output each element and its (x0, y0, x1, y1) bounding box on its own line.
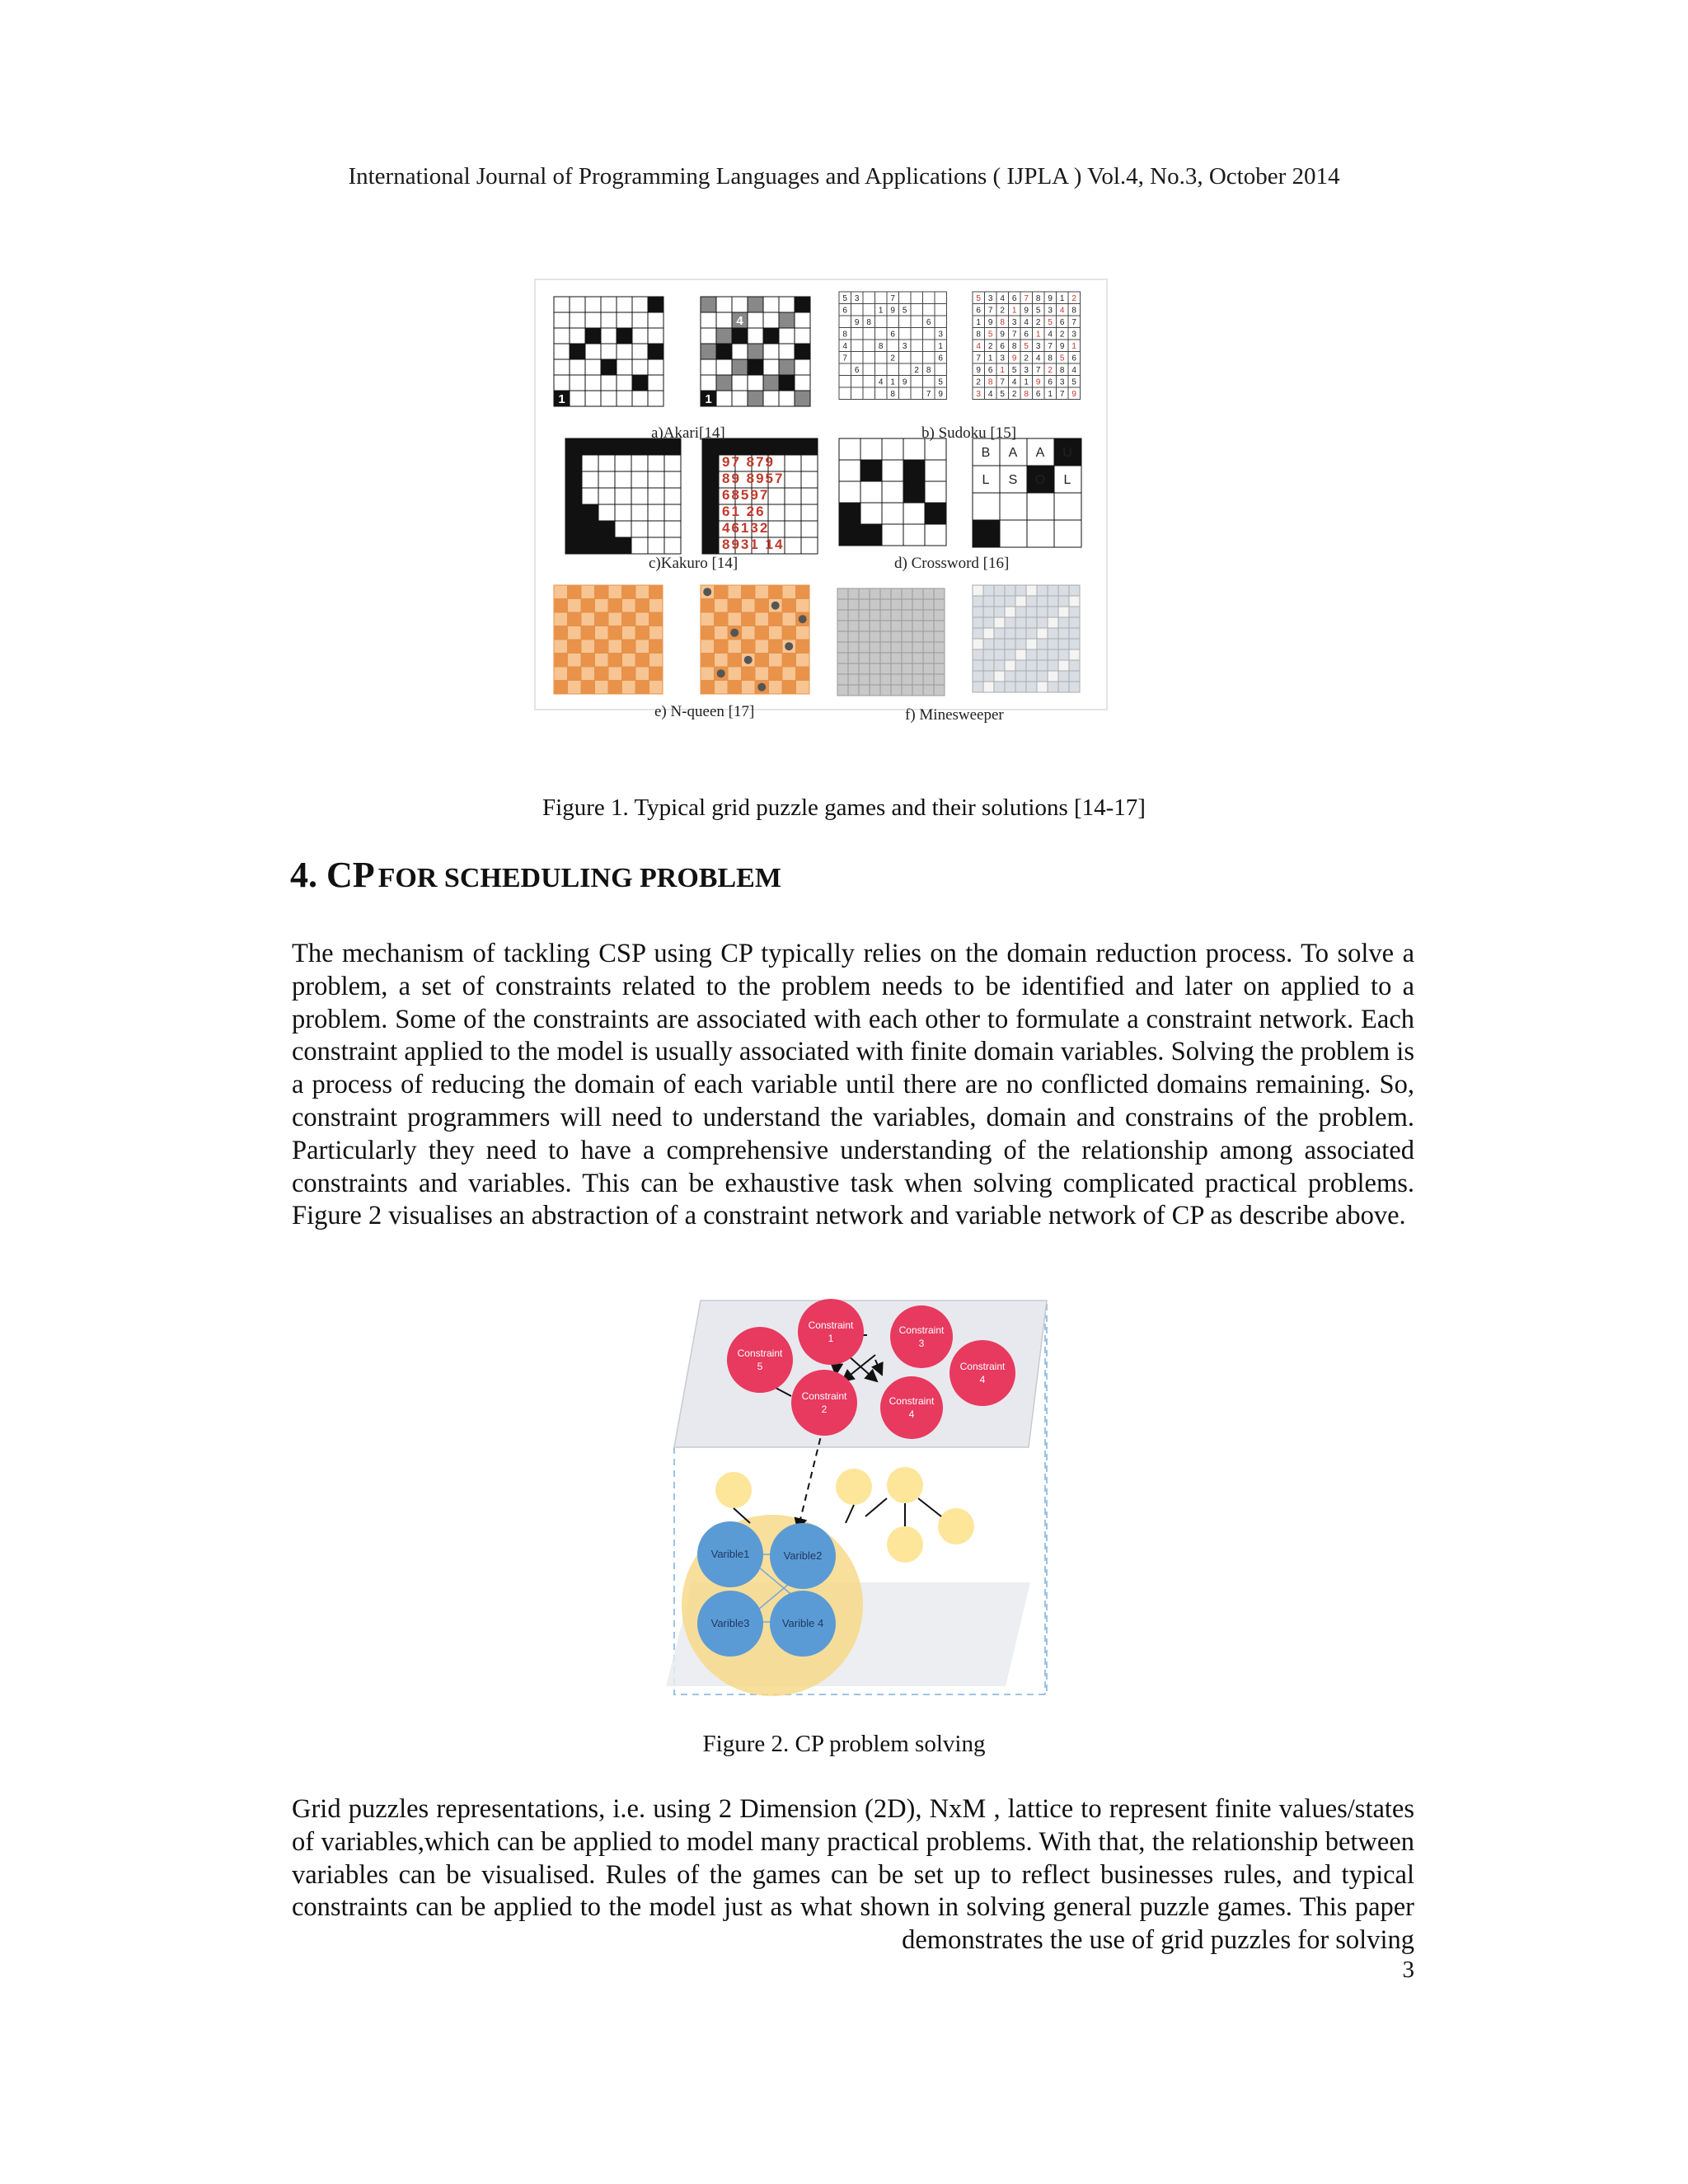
svg-text:4: 4 (908, 1408, 915, 1420)
svg-text:0: 0 (705, 330, 712, 344)
svg-text:1: 1 (1000, 366, 1005, 375)
sudoku-solution (973, 292, 1081, 400)
svg-text:3: 3 (918, 1338, 925, 1349)
svg-text:5: 5 (1035, 306, 1041, 316)
svg-text:8931 14: 8931 14 (722, 537, 785, 552)
panel-label-kakuro: c)Kakuro [14] (649, 555, 738, 572)
svg-text:8: 8 (926, 366, 931, 375)
svg-text:7: 7 (1048, 342, 1053, 351)
svg-text:1: 1 (736, 345, 743, 359)
svg-text:1: 1 (1048, 390, 1053, 399)
svg-text:2: 2 (1000, 306, 1005, 316)
kakuro-puzzle (565, 438, 681, 554)
svg-text:7: 7 (1000, 377, 1005, 387)
svg-text:8: 8 (1011, 342, 1017, 351)
svg-text:6: 6 (987, 366, 993, 375)
panel-label-crossword: d) Crossword [16] (894, 555, 1010, 572)
queen-piece (744, 656, 753, 664)
svg-text:B: B (981, 446, 991, 460)
svg-text:7: 7 (842, 354, 847, 363)
svg-text:6: 6 (1059, 318, 1065, 327)
svg-text:L: L (982, 473, 990, 487)
svg-text:1: 1 (1035, 330, 1041, 340)
svg-text:4: 4 (987, 390, 993, 399)
svg-text:A: A (1035, 446, 1045, 460)
svg-text:6: 6 (1048, 377, 1053, 387)
svg-text:5: 5 (1011, 366, 1017, 375)
svg-text:1: 1 (878, 306, 884, 316)
svg-text:4: 4 (1035, 354, 1041, 363)
svg-text:4: 4 (979, 1374, 986, 1385)
svg-text:S: S (1008, 473, 1018, 487)
svg-text:4: 4 (589, 314, 597, 328)
svg-text:5: 5 (976, 294, 981, 303)
svg-text:68597: 68597 (722, 487, 770, 503)
svg-text:6: 6 (938, 354, 943, 363)
svg-text:8: 8 (1024, 390, 1029, 399)
svg-text:Varible 4: Varible 4 (781, 1617, 824, 1629)
panel-label-minesweeper: f) Minesweeper (905, 706, 1004, 724)
constraint-circle-4-right (950, 1340, 1015, 1406)
svg-text:Varible3: Varible3 (710, 1617, 750, 1629)
svg-text:3: 3 (1059, 377, 1065, 387)
svg-text:4: 4 (1011, 377, 1017, 387)
svg-text:97 879: 97 879 (722, 454, 775, 470)
section-number: 4. CP (290, 855, 375, 895)
svg-text:3: 3 (938, 330, 943, 340)
kakuro-solution (702, 438, 818, 554)
svg-text:9: 9 (938, 390, 943, 399)
svg-text:Constraint: Constraint (808, 1319, 854, 1331)
svg-text:5: 5 (1024, 342, 1029, 351)
constraint-circle-3 (890, 1305, 953, 1368)
svg-text:7: 7 (976, 354, 981, 363)
svg-text:3: 3 (1024, 366, 1029, 375)
svg-text:1: 1 (987, 354, 993, 363)
svg-text:1: 1 (705, 392, 712, 406)
svg-text:1: 1 (752, 330, 759, 344)
variable-circle-1 (697, 1521, 763, 1587)
crossword-puzzle (839, 438, 946, 546)
svg-text:2: 2 (1071, 294, 1076, 303)
svg-text:Constraint: Constraint (737, 1347, 783, 1359)
svg-text:7: 7 (1059, 390, 1065, 399)
figure-1-caption: Figure 1. Typical grid puzzle games and their solutions [14-17] (542, 794, 1146, 821)
svg-text:U: U (1062, 446, 1072, 460)
panel-label-akari: a)Akari[14] (651, 424, 725, 442)
svg-text:A: A (1008, 446, 1018, 460)
svg-text:Constraint: Constraint (959, 1361, 1006, 1372)
queen-piece (730, 629, 738, 637)
minesweeper-board (837, 588, 945, 696)
svg-text:8: 8 (1035, 294, 1041, 303)
minesweeper-solution (973, 585, 1080, 692)
svg-text:9: 9 (902, 377, 907, 387)
svg-text:9: 9 (890, 306, 895, 316)
svg-text:3: 3 (987, 294, 993, 303)
svg-text:7: 7 (1035, 366, 1041, 375)
akari-puzzle (554, 297, 663, 406)
svg-text:5: 5 (757, 1361, 763, 1372)
svg-text:89 8957: 89 8957 (722, 471, 785, 486)
page-number: 3 (1402, 1957, 1414, 1983)
svg-text:9: 9 (854, 318, 860, 327)
svg-text:5: 5 (902, 306, 907, 316)
queen-piece (757, 683, 766, 691)
akari-solution (701, 297, 810, 406)
svg-text:8: 8 (878, 342, 884, 351)
svg-text:8: 8 (1071, 306, 1076, 316)
svg-text:4: 4 (1000, 294, 1005, 303)
svg-text:1: 1 (589, 345, 597, 359)
figure-2-caption: Figure 2. CP problem solving (702, 1731, 986, 1757)
svg-text:4: 4 (736, 314, 743, 328)
running-header: International Journal of Programming Languages and Applications ( IJPLA ) Vol.4, No.3, October 2014 (348, 163, 1340, 190)
svg-text:2: 2 (976, 377, 981, 387)
svg-text:2: 2 (1035, 318, 1041, 327)
svg-text:1: 1 (976, 318, 981, 327)
svg-text:2: 2 (914, 366, 919, 375)
svg-text:9: 9 (1059, 342, 1065, 351)
svg-text:5: 5 (1048, 318, 1053, 327)
svg-text:1: 1 (558, 392, 565, 406)
svg-text:7: 7 (987, 306, 993, 316)
svg-text:8: 8 (976, 330, 981, 340)
queen-piece (799, 615, 807, 623)
svg-text:3: 3 (854, 294, 860, 303)
svg-text:4: 4 (842, 342, 847, 351)
svg-text:3: 3 (976, 390, 981, 399)
svg-text:3: 3 (1035, 342, 1041, 351)
svg-text:4: 4 (1024, 318, 1029, 327)
svg-text:9: 9 (1011, 354, 1017, 363)
svg-text:8: 8 (890, 390, 895, 399)
variable-circle-4 (770, 1591, 836, 1657)
svg-text:8: 8 (1048, 354, 1053, 363)
svg-text:8: 8 (1059, 366, 1065, 375)
svg-text:3: 3 (1048, 306, 1053, 316)
svg-text:8: 8 (987, 377, 993, 387)
svg-text:5: 5 (938, 377, 943, 387)
figure-1-graphic (536, 280, 1106, 709)
svg-text:9: 9 (1048, 294, 1053, 303)
svg-text:6: 6 (1071, 354, 1076, 363)
section-title-text: FOR SCHEDULING PROBLEM (377, 863, 781, 893)
svg-text:9: 9 (1000, 330, 1005, 340)
crossword-solution (973, 438, 1081, 547)
svg-text:9: 9 (976, 366, 981, 375)
svg-text:Constraint: Constraint (889, 1395, 935, 1407)
svg-text:Constraint: Constraint (801, 1390, 847, 1402)
svg-text:46132: 46132 (722, 520, 770, 536)
constraint-circle-5 (727, 1327, 793, 1393)
svg-text:7: 7 (926, 390, 931, 399)
variable-circle-2 (770, 1523, 836, 1589)
nqueen-solution (701, 585, 809, 694)
svg-text:61 26: 61 26 (722, 504, 766, 519)
svg-text:7: 7 (1071, 318, 1076, 327)
svg-text:5: 5 (842, 294, 847, 303)
svg-text:2: 2 (1024, 354, 1029, 363)
svg-text:1: 1 (1071, 342, 1076, 351)
svg-text:8: 8 (842, 330, 847, 340)
svg-text:5: 5 (1059, 354, 1065, 363)
queen-piece (703, 588, 711, 596)
svg-text:8: 8 (866, 318, 871, 327)
body-paragraph-1: The mechanism of tackling CSP using CP typically relies on the domain reduction process. To solve a problem, a set of constraints related to the problem needs to be identified and later on applied to a problem. Some of the constraints are associated with each other to formulate a constraint network. Each constraint applied to the model is usually associated with finite domain variables. Solving the problem is a process of reducing the domain of each variable until there are no conflicted domains remaining. So, constraint programmers will need to understand the variables, domain and constrains of the problem. Particularly they need to have a comprehensive understanding of the relationship among associated constraints and variables. This can be exhaustive task when solving complicated practical problems. Figure 2 visualises an abstraction of a constraint network and variable network of CP as describe above. (292, 939, 1414, 1231)
svg-text:L: L (1063, 473, 1071, 487)
svg-text:1: 1 (1011, 306, 1017, 316)
svg-text:7: 7 (890, 294, 895, 303)
svg-text:1: 1 (605, 330, 612, 344)
nqueen-board (554, 585, 663, 694)
svg-text:7: 7 (1024, 294, 1029, 303)
svg-text:6: 6 (854, 366, 860, 375)
svg-text:4: 4 (1059, 306, 1065, 316)
section-heading (290, 854, 781, 896)
figure-2-graphic (659, 1292, 1055, 1704)
svg-text:5: 5 (1071, 377, 1076, 387)
svg-text:Varible1: Varible1 (710, 1548, 750, 1560)
svg-text:7: 7 (1011, 330, 1017, 340)
svg-text:6: 6 (1011, 294, 1017, 303)
svg-text:3: 3 (1011, 318, 1017, 327)
svg-text:6: 6 (926, 318, 931, 327)
constraint-circle-1 (798, 1299, 864, 1365)
svg-text:6: 6 (976, 306, 981, 316)
svg-text:Varible2: Varible2 (783, 1549, 823, 1562)
svg-text:0: 0 (558, 330, 565, 344)
svg-text:4: 4 (976, 342, 981, 351)
sudoku-puzzle (839, 292, 947, 400)
queen-piece (717, 669, 725, 677)
svg-text:9: 9 (987, 318, 993, 327)
body-paragraph-2: Grid puzzles representations, i.e. using 2 Dimension (2D), NxM , lattice to represent finite values/states of variables,which can be applied to model many practical problems. With that, the relationship between variables can be visualised. Rules of the games can be set up to reflect businesses rules, and typical constraints can be applied to the model just as what shown in solving general puzzle games. This paper demonstrates the use of grid puzzles for solving (292, 1794, 1414, 1956)
svg-text:1: 1 (1024, 377, 1029, 387)
svg-text:3: 3 (1071, 330, 1076, 340)
svg-text:1: 1 (938, 342, 943, 351)
svg-text:O: O (1034, 473, 1046, 487)
svg-text:6: 6 (842, 306, 847, 316)
queen-piece (785, 642, 793, 650)
svg-text:1: 1 (828, 1333, 834, 1344)
constraint-circle-4 (880, 1376, 943, 1439)
figure-1 (534, 279, 1108, 710)
svg-text:4: 4 (1048, 330, 1053, 340)
svg-text:4: 4 (878, 377, 884, 387)
svg-text:9: 9 (1071, 390, 1076, 399)
svg-text:6: 6 (1035, 390, 1041, 399)
svg-text:6: 6 (890, 330, 895, 340)
svg-text:2: 2 (1059, 330, 1065, 340)
svg-text:2: 2 (987, 342, 993, 351)
svg-text:9: 9 (1035, 377, 1041, 387)
figure-2 (659, 1292, 1055, 1704)
svg-text:3: 3 (1000, 354, 1005, 363)
svg-text:1: 1 (890, 377, 895, 387)
svg-text:8: 8 (1000, 318, 1005, 327)
svg-text:2: 2 (1011, 390, 1017, 399)
svg-text:2: 2 (821, 1404, 828, 1415)
svg-text:Constraint: Constraint (898, 1324, 945, 1336)
svg-text:1: 1 (1059, 294, 1065, 303)
variable-circle-3 (697, 1591, 763, 1657)
svg-text:9: 9 (1024, 306, 1029, 316)
svg-text:2: 2 (1048, 366, 1053, 375)
svg-text:6: 6 (1000, 342, 1005, 351)
svg-text:2: 2 (890, 354, 895, 363)
panel-label-sudoku: b) Sudoku [15] (921, 424, 1017, 442)
queen-piece (771, 602, 780, 610)
constraint-circle-2 (791, 1370, 857, 1436)
svg-text:6: 6 (1024, 330, 1029, 340)
svg-text:4: 4 (1071, 366, 1076, 375)
svg-text:3: 3 (902, 342, 907, 351)
svg-text:5: 5 (1000, 390, 1005, 399)
svg-text:5: 5 (987, 330, 993, 340)
panel-label-nqueen: e) N-queen [17] (654, 703, 755, 720)
